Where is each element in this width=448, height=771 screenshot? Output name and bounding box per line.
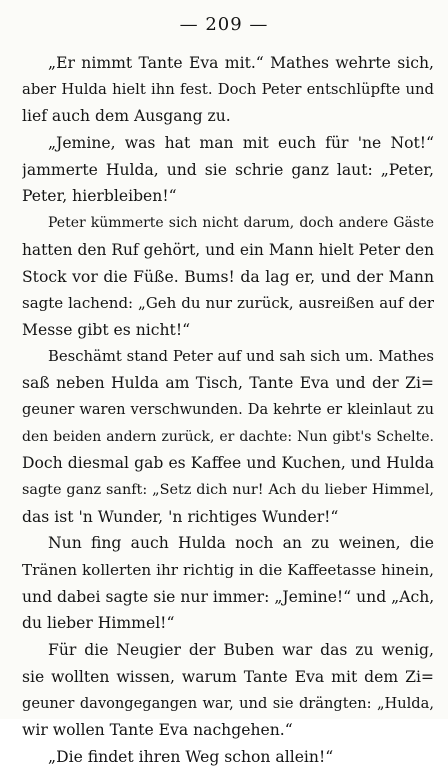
text-line: sagte lachend: „Geh du nur zurück, ausreißen auf der: [22, 294, 434, 313]
text-line: geuner waren verschwunden. Da kehrte er kleinlaut zu: [22, 400, 434, 418]
text-line: wir wollen Tante Eva nachgehen.“: [22, 721, 293, 740]
text-line: jammerte Hulda, und sie schrie ganz laut: „Peter,: [22, 160, 434, 179]
text-line: Doch diesmal gab es Kaffee und Kuchen, und Hulda: [22, 454, 434, 473]
text-line: lief auch dem Ausgang zu.: [22, 107, 231, 126]
text-line: sagte ganz sanft: „Setz dich nur! Ach du lieber Himmel,: [22, 482, 434, 498]
text-block: [22, 50, 434, 771]
text-line: Peter kümmerte sich nicht darum, doch andere Gäste: [48, 215, 434, 232]
text-line: den beiden andern zurück, er dachte: Nun gibt's Schelte.: [22, 428, 434, 445]
text-line: sie wollten wissen, warum Tante Eva mit dem Zi=: [22, 667, 434, 686]
text-line: „Jemine, was hat man mit euch für 'ne Not!“: [48, 134, 434, 153]
page-number: — 209 —: [179, 14, 269, 35]
text-line: Tränen kollerten ihr richtig in die Kaffeetasse hinein,: [22, 561, 434, 580]
text-line: „Er nimmt Tante Eva mit.“ Mathes wehrte sich,: [48, 54, 434, 72]
text-line: Beschämt stand Peter auf und sah sich um. Mathes: [48, 347, 434, 365]
text-line: Stock vor die Füße. Bums! da lag er, und der Mann: [22, 267, 434, 286]
text-line: Für die Neugier der Buben war das zu wenig,: [48, 641, 434, 660]
text-line: und dabei sagte sie nur immer: „Jemine!“ und „Ach,: [22, 587, 434, 606]
text-line: geuner davongegangen war, und sie drängten: „Hulda,: [22, 694, 434, 712]
text-line: Peter, hierbleiben!“: [22, 187, 177, 206]
text-line: das ist 'n Wunder, 'n richtiges Wunder!“: [22, 507, 339, 526]
text-line: Nun fing auch Hulda noch an zu weinen, die: [48, 534, 434, 553]
text-line: hatten den Ruf gehört, und ein Mann hielt Peter den: [22, 240, 434, 259]
text-line: saß neben Hulda am Tisch, Tante Eva und der Zi=: [22, 374, 434, 393]
text-line: Messe gibt es nicht!“: [22, 320, 191, 339]
text-line: „Die findet ihren Weg schon allein!“: [48, 747, 334, 766]
text-line: aber Hulda hielt ihn fest. Doch Peter entschlüpfte und: [22, 80, 434, 98]
text-line: du lieber Himmel!“: [22, 614, 175, 633]
